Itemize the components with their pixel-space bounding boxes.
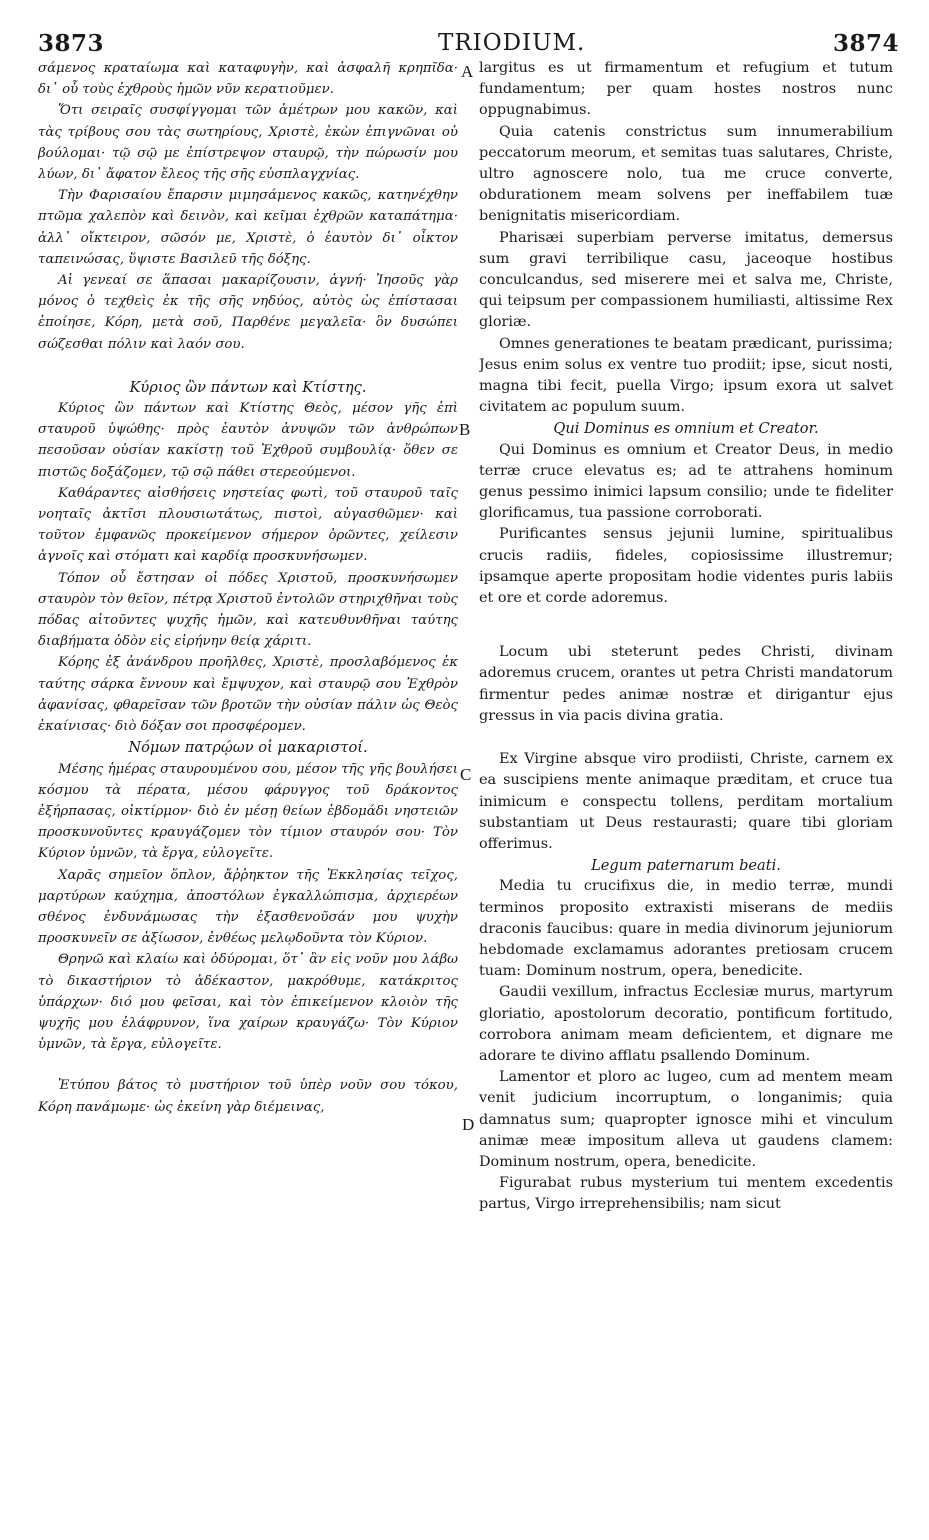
- latin-paragraph: Quia catenis constrictus sum innumerabilium peccatorum meorum, et semitas tuas salutares, Christe, ultro agnoscere nolo, tua me cruce converte, obdurationem meam solvens per ineffabilem tuæ benignitatis misericordiam.: [479, 123, 893, 225]
- page-header: [38, 20, 899, 60]
- greek-paragraph: Ἐτύπου βάτος τὸ μυστήριον τοῦ ὑπὲρ νοῦν σου τόκου, Κόρη πανάμωμε· ὡς ἐκείνη γὰρ διέμεινας,: [38, 1078, 458, 1115]
- section-marker-a: A: [461, 62, 474, 81]
- latin-paragraph: Qui Dominus es omnium et Creator Deus, in medio terræ cruce elevatus es; ad te attrahens hominum genus pessimo inimici lapsum consilio; unde te fideliter glorificamus, tua passione corroborati.: [479, 441, 893, 522]
- section-marker-c: C: [460, 765, 472, 784]
- greek-paragraph: Μέσης ἡμέρας σταυρουμένου σου, μέσον τῆς γῆς βουλήσει κόσμου τὰ πέρατα, μέσου φάρυγγος τοῦ δράκοντος ἐξήρπασας, οἰκτίρμον· διὸ ἐν μέσῃ θείων ἑβδομάδι νηστειῶν προσκυνοῦντες κραυγάζομεν τὸν τίμιον σταυρόν σου· Τὸν Κύριον ὑμνῶν, τὰ ἔργα, εὐλογεῖτε.: [38, 761, 458, 862]
- latin-paragraph: Pharisæi superbiam perverse imitatus, demersus sum gravi terribilique casu, jaceoque hostibus conculcandus, sed miserere mei et salva me, Christe, qui teipsum per compassionem humiliasti, altissime Rex gloriæ.: [479, 229, 893, 331]
- greek-paragraph: Αἱ γενεαί σε ἅπασαι μακαρίζουσιν, ἁγνή· Ἰησοῦς γὰρ μόνος ὁ τεχθεὶς ἐκ τῆς σῆς νηδύος, αὐτὸς ὡς ἐπίστασαι ἐποίησε, Κόρη, μετὰ σοῦ, Παρθένε μεγαλεῖα· ὃν δυσώπει σώζεσθαι πόλιν καὶ λαόν σου.: [38, 273, 458, 352]
- greek-paragraph: Κόρης ἐξ ἀνάνδρου προῆλθες, Χριστὲ, προσλαβόμενος ἐκ ταύτης σάρκα ἔννουν καὶ ἔμψυχον, καὶ σταυρῷ σου Ἐχθρὸν ἀφανίσας, φθαρεῖσαν τῶν βροτῶν τὴν οὐσίαν πάλιν ὡς Θεὸς ἐκαίνισας· διὸ δόξαν σοι προσφέρομεν.: [38, 655, 458, 735]
- section-marker-b: B: [459, 420, 471, 439]
- greek-paragraph: Κύριος ὢν πάντων καὶ Κτίστης Θεὸς, μέσον γῆς ἐπὶ σταυροῦ ὑψώθης· πρὸς ἑαυτὸν ἀνυψῶν τῶν ἀνθρώπων πεσοῦσαν οὐσίαν κακίστῃ τοῦ Ἐχθροῦ συμβουλίᾳ· ὅθεν σε πιστῶς δοξάζομεν, τῷ σῷ πάθει στερεούμενοι.: [38, 401, 458, 480]
- greek-paragraph: Τὴν Φαρισαίου ἔπαρσιν μιμησάμενος κακῶς, κατηνέχθην πτῶμα χαλεπὸν καὶ δεινὸν, καὶ κεῖμαι ἐχθρῶν καταπάτημα· ἀλλ᾽ οἴκτειρον, σῶσόν με, Χριστὲ, ὁ ἑαυτὸν δι᾽ οἶκτον ταπεινώσας, ὕψιστε Βασιλεῦ τῆς δόξης.: [38, 188, 458, 267]
- latin-heading: Qui Dominus es omnium et Creator.: [553, 420, 819, 438]
- greek-paragraph: σάμενος κραταίωμα καὶ καταφυγὴν, καὶ ἀσφαλῆ κρηπῖδα· δι᾽ οὗ τοὺς ἐχθροὺς ἡμῶν νῦν κερατιοῦμεν.: [38, 61, 458, 98]
- latin-paragraph: Locum ubi steterunt pedes Christi, divinam adoremus crucem, orantes ut petra Christi mandatorum firmentur pedes animæ nostræ et dirigantur ejus gressus in via pacis divina gratia.: [479, 644, 893, 724]
- greek-heading: Νόμων πατρῴων οἱ μακαριστοί.: [128, 739, 368, 757]
- latin-paragraph: Purificantes sensus jejunii lumine, spiritualibus crucis radiis, fideles, copiosissime illustremur; ipsamque aperte propositam hodie videntes puris labiis et ore et corde adoremus.: [479, 526, 893, 607]
- latin-paragraph: Lamentor et ploro ac lugeo, cum ad mentem meam venit judicium incorruptum, o longanimis; quia damnatus sum; quapropter ignosce mihi et vinculum animæ meæ impositum alleva ut gaudens clamem: Dominum nostrum, opera, benedicite.: [479, 1069, 893, 1170]
- greek-paragraph: Καθάραντες αἰσθήσεις νηστείας φωτὶ, τοῦ σταυροῦ ταῖς νοηταῖς ἀκτῖσι πλουσιωτάτως, πιστοὶ, αὐγασθῶμεν· καὶ τοῦτον ἐμφανῶς προκείμενον σήμερον ὁρῶντες, χείλεσιν ἁγνοῖς καὶ στόματι καὶ καρδίᾳ προσκυνήσωμεν.: [38, 485, 458, 565]
- right-page-number: 3874: [832, 30, 899, 57]
- running-title: TRIODIUM.: [438, 30, 586, 56]
- latin-paragraph: Gaudii vexillum, infractus Ecclesiæ murus, martyrum gloriatio, apostolorum decoratio, pontificum fortitudo, corrobora animam meam deficientem, et dignare me adorare te divino afflatu psallendo Dominum.: [479, 984, 893, 1064]
- left-page-number: 3873: [38, 30, 105, 57]
- latin-column: [479, 58, 893, 1216]
- latin-paragraph: Ex Virgine absque viro prodiisti, Christe, carnem ex ea suscipiens mente animaque præditam, et cruce tua inimicum e conspectu tollens, perditam mortalium substantiam ut Deus restaurasti; quare tibi gloriam offerimus.: [479, 751, 893, 852]
- greek-column: [38, 58, 458, 1118]
- latin-paragraph: largitus es ut firmamentum et refugium et tutum fundamentum; per quam hostes nostros nunc oppugnabimus.: [479, 60, 893, 119]
- latin-paragraph: Media tu crucifixus die, in medio terræ, mundi terminos proposito extraxisti miserans de mediis draconis faucibus: quare in media divinorum jejuniorum hebdomade exclamamus adorantes pretiosam crucem tuam: Dominum nostrum, opera, benedicite.: [479, 878, 893, 980]
- latin-heading: Legum paternarum beati.: [591, 857, 781, 875]
- greek-paragraph: Θρηνῶ καὶ κλαίω καὶ ὀδύρομαι, ὅτ᾽ ἂν εἰς νοῦν μου λάβω τὸ δικαστήριον τὸ ἀδέκαστον, μακρόθυμε, κατάκριτος ὑπάρχων· διό μου φεῖσαι, καὶ τὸν ἐπικείμενον κλοιὸν τῆς ψυχῆς μου ἐλάφρυνον, ἵνα χαίρων κραυγάζω· Τὸν Κύριον ὑμνῶν, τὰ ἔργα, εὐλογεῖτε.: [38, 952, 458, 1053]
- latin-paragraph: Omnes generationes te beatam prædicant, purissima; Jesus enim solus ex ventre tuo prodiit; ipse, sicut nosti, magna tibi fecit, puella Virgo; ipsum exora ut salvet civitatem ac populum suum.: [479, 335, 893, 416]
- greek-paragraph: Χαρᾶς σημεῖον ὅπλον, ἄῤῥηκτον τῆς Ἐκκλησίας τεῖχος, μαρτύρων καύχημα, ἀποστόλων ἐγκαλλώπισμα, ἀρχιερέων σθένος ἐνδυνάμωσας τὴν ἐξασθενοῦσάν μου ψυχὴν προσκυνεῖν σε ἀξίωσον, ἐνθέως μελῳδοῦντα τὸν Κύριον.: [38, 867, 458, 947]
- latin-paragraph: Figurabat rubus mysterium tui mentem excedentis partus, Virgo irreprehensibilis; nam sicut: [479, 1175, 893, 1213]
- greek-paragraph: Τόπον οὗ ἔστησαν οἱ πόδες Χριστοῦ, προσκυνήσωμεν σταυρὸν τὸν θεῖον, πέτρᾳ Χριστοῦ ἐντολῶν στηριχθῆναι τοὺς πόδας αἰτοῦντες ψυχῆς ἡμῶν, καὶ κατευθυνθῆναι ταύτης διαβήματα ὁδὸν εἰς εἰρήνην θείᾳ χάριτι.: [38, 570, 458, 650]
- greek-heading: Κύριος ὢν πάντων καὶ Κτίστης.: [129, 378, 367, 396]
- section-marker-d: D: [462, 1115, 475, 1134]
- greek-paragraph: Ὅτι σειραῖς συσφίγγομαι τῶν ἀμέτρων μου κακῶν, καὶ τὰς τρίβους σου τὰς σωτηρίους, Χριστὲ, ἑκὼν ἐπιγνῶναι οὐ βούλομαι· τῷ σῷ με ἐπίστρεψον σταυρῷ, τὴν πώρωσίν μου λύων, δι᾽ ἄφατον ἔλεος τῆς σῆς εὐσπλαγχνίας.: [38, 103, 458, 183]
